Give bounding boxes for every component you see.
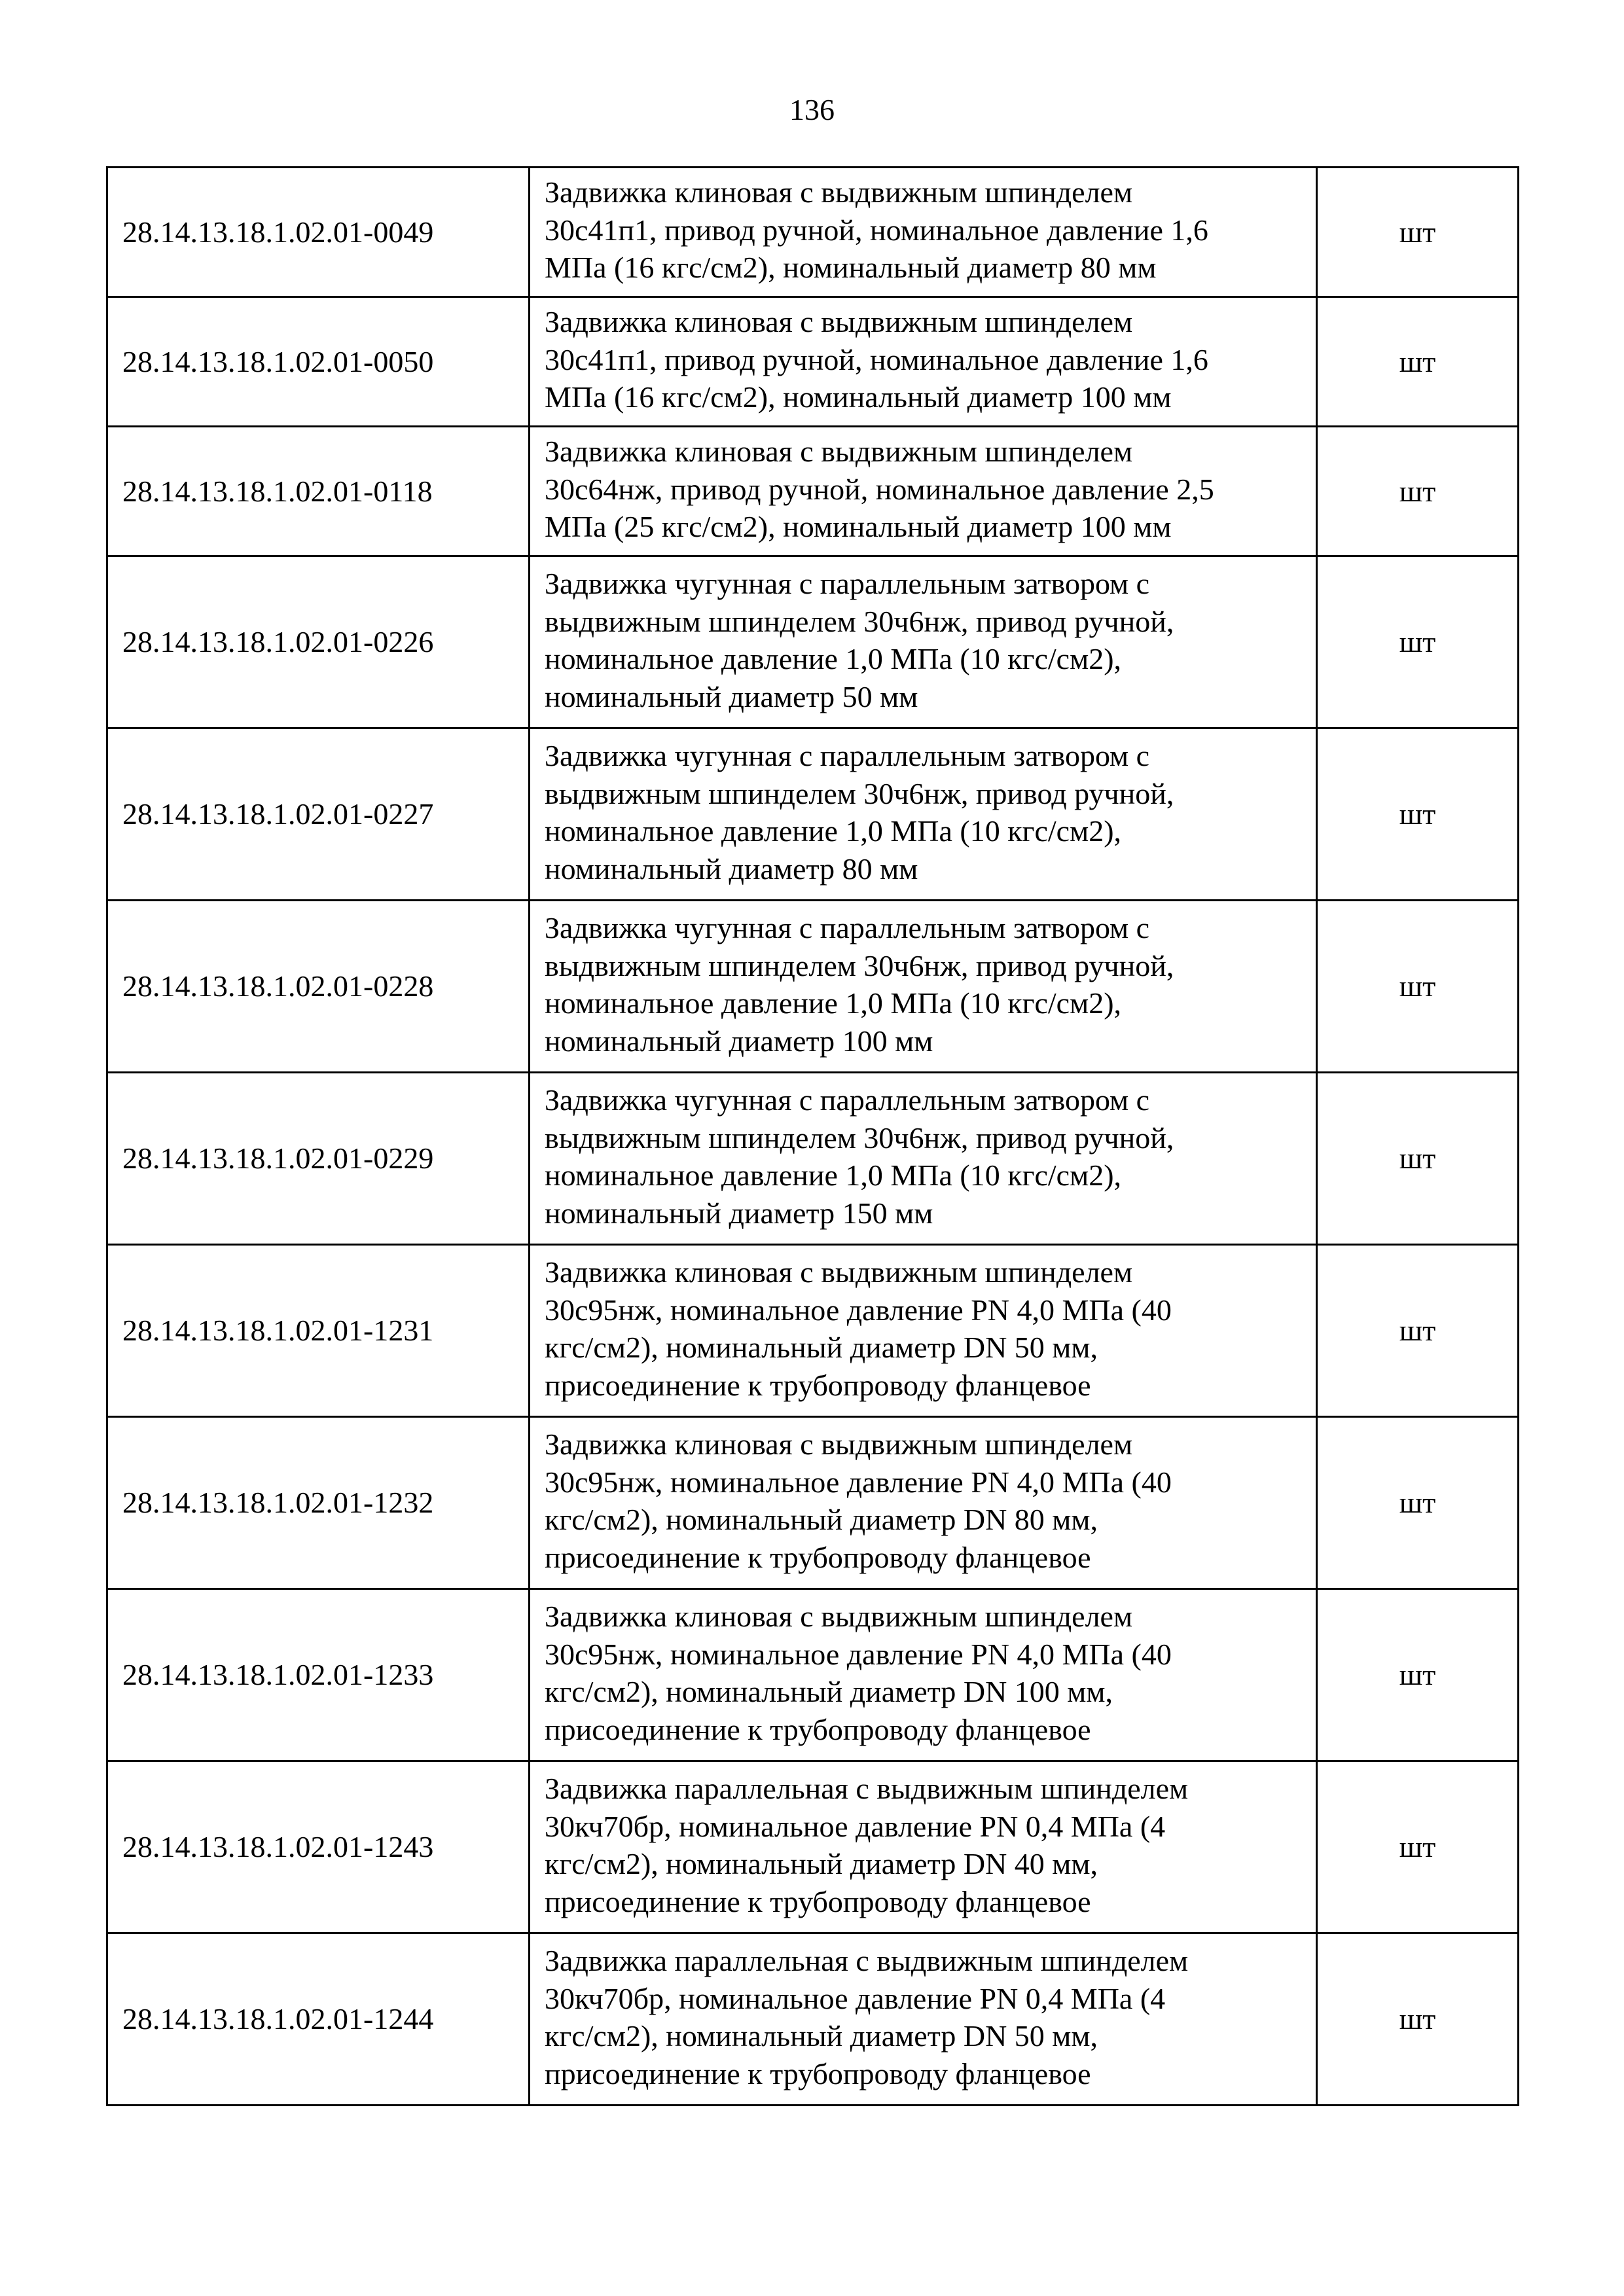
- table-row: [107, 427, 1519, 556]
- resource-description: Задвижка чугунная с параллельным затвором с выдвижным шпинделем 30ч6нж, привод ручной, номинальное давление 1,0 МПа (10 кгс/см2), номинальный диаметр 150 мм: [530, 1073, 1317, 1245]
- unit-of-measure: шт: [1317, 168, 1519, 297]
- resource-code: 28.14.13.18.1.02.01-0049: [107, 168, 530, 297]
- resource-code: 28.14.13.18.1.02.01-1244: [107, 1933, 530, 2106]
- table-row: [107, 1245, 1519, 1417]
- table-row: [107, 1761, 1519, 1933]
- resource-description: Задвижка параллельная с выдвижным шпинделем 30кч70бр, номинальное давление PN 0,4 МПа (4 кгс/см2), номинальный диаметр DN 40 мм, присоединение к трубопроводу фланцевое: [530, 1761, 1317, 1933]
- table-row: [107, 1417, 1519, 1589]
- unit-of-measure: шт: [1317, 556, 1519, 728]
- unit-of-measure: шт: [1317, 901, 1519, 1073]
- table-row: [107, 901, 1519, 1073]
- unit-of-measure: шт: [1317, 1245, 1519, 1417]
- resource-code: 28.14.13.18.1.02.01-0050: [107, 297, 530, 427]
- resource-code: 28.14.13.18.1.02.01-1232: [107, 1417, 530, 1589]
- resource-description: Задвижка клиновая с выдвижным шпинделем 30с64нж, привод ручной, номинальное давление 2,5 МПа (25 кгс/см2), номинальный диаметр 100 мм: [530, 427, 1317, 556]
- resource-description: Задвижка клиновая с выдвижным шпинделем 30с95нж, номинальное давление PN 4,0 МПа (40 кгс/см2), номинальный диаметр DN 100 мм, присоединение к трубопроводу фланцевое: [530, 1589, 1317, 1761]
- resource-description: Задвижка чугунная с параллельным затвором с выдвижным шпинделем 30ч6нж, привод ручной, номинальное давление 1,0 МПа (10 кгс/см2), номинальный диаметр 50 мм: [530, 556, 1317, 728]
- table-row: [107, 728, 1519, 901]
- resource-code: 28.14.13.18.1.02.01-0228: [107, 901, 530, 1073]
- resource-code: 28.14.13.18.1.02.01-0226: [107, 556, 530, 728]
- page-number: 136: [789, 93, 835, 126]
- resource-code: 28.14.13.18.1.02.01-1243: [107, 1761, 530, 1933]
- resource-code: 28.14.13.18.1.02.01-1231: [107, 1245, 530, 1417]
- table-row: [107, 297, 1519, 427]
- resource-description: Задвижка клиновая с выдвижным шпинделем 30с95нж, номинальное давление PN 4,0 МПа (40 кгс/см2), номинальный диаметр DN 80 мм, присоединение к трубопроводу фланцевое: [530, 1417, 1317, 1589]
- resource-description: Задвижка параллельная с выдвижным шпинделем 30кч70бр, номинальное давление PN 0,4 МПа (4 кгс/см2), номинальный диаметр DN 50 мм, присоединение к трубопроводу фланцевое: [530, 1933, 1317, 2106]
- resource-table: [106, 166, 1519, 2106]
- resource-description: Задвижка чугунная с параллельным затвором с выдвижным шпинделем 30ч6нж, привод ручной, номинальное давление 1,0 МПа (10 кгс/см2), номинальный диаметр 100 мм: [530, 901, 1317, 1073]
- resource-description: Задвижка клиновая с выдвижным шпинделем 30с95нж, номинальное давление PN 4,0 МПа (40 кгс/см2), номинальный диаметр DN 50 мм, присоединение к трубопроводу фланцевое: [530, 1245, 1317, 1417]
- unit-of-measure: шт: [1317, 427, 1519, 556]
- resource-code: 28.14.13.18.1.02.01-0229: [107, 1073, 530, 1245]
- unit-of-measure: шт: [1317, 297, 1519, 427]
- resource-description: Задвижка клиновая с выдвижным шпинделем 30с41п1, привод ручной, номинальное давление 1,6 МПа (16 кгс/см2), номинальный диаметр 100 мм: [530, 297, 1317, 427]
- resource-code: 28.14.13.18.1.02.01-0118: [107, 427, 530, 556]
- table-row: [107, 556, 1519, 728]
- resource-description: Задвижка чугунная с параллельным затвором с выдвижным шпинделем 30ч6нж, привод ручной, номинальное давление 1,0 МПа (10 кгс/см2), номинальный диаметр 80 мм: [530, 728, 1317, 901]
- unit-of-measure: шт: [1317, 1933, 1519, 2106]
- resource-code: 28.14.13.18.1.02.01-0227: [107, 728, 530, 901]
- table-row: [107, 168, 1519, 297]
- table-row: [107, 1933, 1519, 2106]
- resource-description: Задвижка клиновая с выдвижным шпинделем 30с41п1, привод ручной, номинальное давление 1,6 МПа (16 кгс/см2), номинальный диаметр 80 мм: [530, 168, 1317, 297]
- unit-of-measure: шт: [1317, 1589, 1519, 1761]
- unit-of-measure: шт: [1317, 1073, 1519, 1245]
- table-row: [107, 1589, 1519, 1761]
- table-row: [107, 1073, 1519, 1245]
- unit-of-measure: шт: [1317, 1761, 1519, 1933]
- resource-code: 28.14.13.18.1.02.01-1233: [107, 1589, 530, 1761]
- unit-of-measure: шт: [1317, 1417, 1519, 1589]
- unit-of-measure: шт: [1317, 728, 1519, 901]
